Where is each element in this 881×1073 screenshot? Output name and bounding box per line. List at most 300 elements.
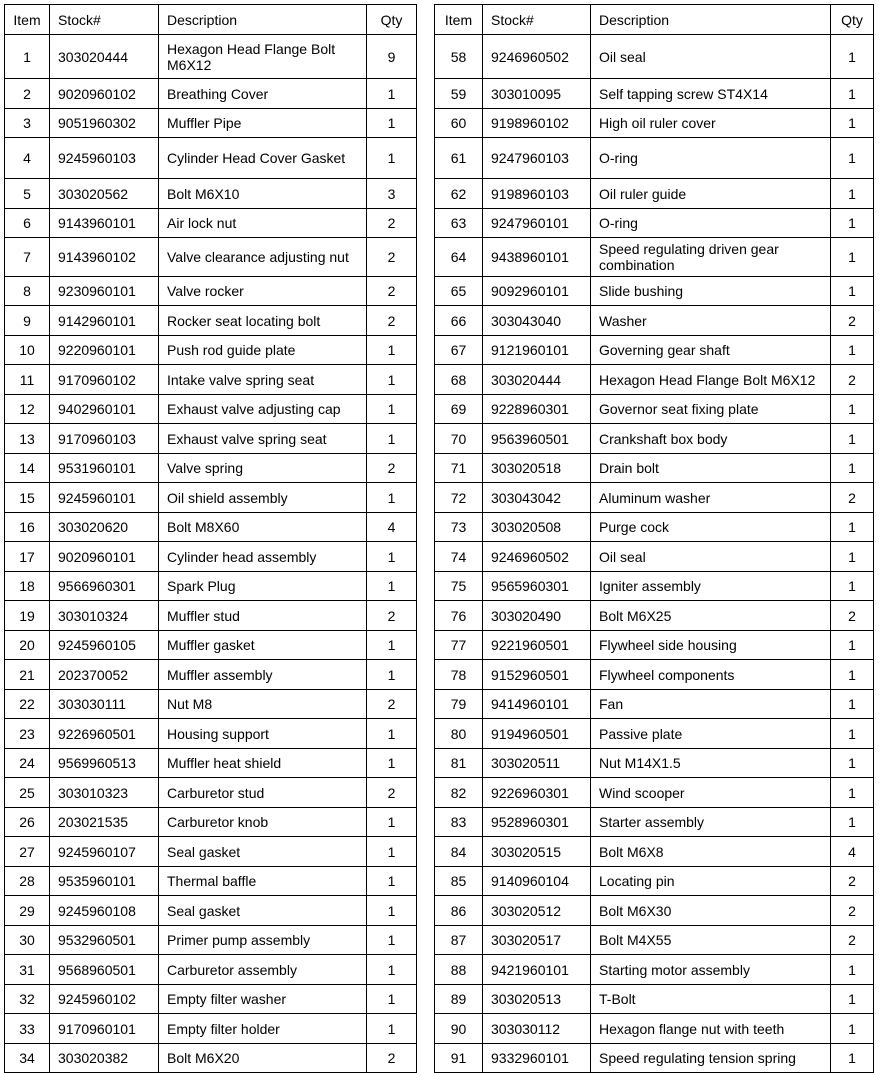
cell-description: Drain bolt [591,454,831,483]
cell-qty: 9 [367,35,417,79]
cell-item: 32 [5,985,50,1014]
cell-item: 79 [435,690,483,719]
cell-qty: 1 [831,690,874,719]
table-row [5,35,417,79]
cell-item: 72 [435,483,483,513]
cell-item: 8 [5,277,50,306]
cell-description: Muffler heat shield [159,749,367,778]
cell-qty: 2 [367,306,417,336]
cell-qty: 1 [831,424,874,454]
cell-description: Nut M8 [159,690,367,719]
cell-stock: 303010324 [50,601,159,631]
table-row [435,138,874,179]
cell-description: Speed regulating tension spring [591,1044,831,1073]
table-row [5,867,417,896]
table-row [5,79,417,109]
cell-description: O-ring [591,138,831,179]
cell-item: 80 [435,719,483,749]
cell-qty: 2 [367,601,417,631]
cell-description: Crankshaft box body [591,424,831,454]
cell-stock: 9566960301 [50,572,159,601]
cell-description: Valve rocker [159,277,367,306]
cell-stock: 9152960501 [483,660,591,690]
cell-qty: 1 [831,238,874,277]
table-row [5,837,417,867]
cell-item: 30 [5,926,50,955]
cell-item: 81 [435,749,483,778]
cell-item: 73 [435,513,483,542]
cell-stock: 9092960101 [483,277,591,306]
cell-item: 90 [435,1014,483,1044]
cell-description: Muffler assembly [159,660,367,690]
table-row [5,1044,417,1073]
cell-qty: 2 [367,238,417,277]
cell-stock: 9226960501 [50,719,159,749]
cell-stock: 9051960302 [50,109,159,138]
cell-description: Exhaust valve spring seat [159,424,367,454]
cell-item: 28 [5,867,50,896]
cell-stock: 9140960104 [483,867,591,896]
cell-stock: 303020511 [483,749,591,778]
header-qty: Qty [831,5,874,35]
cell-qty: 1 [367,926,417,955]
cell-qty: 1 [367,542,417,572]
cell-qty: 1 [367,1014,417,1044]
cell-stock: 303030112 [483,1014,591,1044]
cell-stock: 202370052 [50,660,159,690]
table-row [5,513,417,542]
cell-description: High oil ruler cover [591,109,831,138]
cell-item: 87 [435,926,483,955]
cell-description: Valve clearance adjusting nut [159,238,367,277]
table-row [435,660,874,690]
cell-stock: 9170960101 [50,1014,159,1044]
cell-item: 61 [435,138,483,179]
cell-stock: 9170960103 [50,424,159,454]
cell-stock: 303020517 [483,926,591,955]
cell-description: Oil seal [591,542,831,572]
cell-description: Speed regulating driven gear combination [591,238,831,277]
cell-qty: 1 [367,395,417,424]
cell-qty: 1 [367,867,417,896]
cell-description: Fan [591,690,831,719]
cell-stock: 9198960103 [483,179,591,209]
cell-stock: 9220960101 [50,336,159,365]
cell-qty: 1 [367,424,417,454]
cell-stock: 303020512 [483,896,591,926]
table-row [435,238,874,277]
cell-item: 86 [435,896,483,926]
table-row [5,926,417,955]
table-row [435,277,874,306]
cell-item: 20 [5,631,50,660]
cell-description: Starter assembly [591,808,831,837]
table-row [5,365,417,395]
cell-stock: 9535960101 [50,867,159,896]
cell-item: 22 [5,690,50,719]
cell-qty: 1 [367,808,417,837]
cell-description: Starting motor assembly [591,955,831,985]
cell-description: Locating pin [591,867,831,896]
cell-description: Aluminum washer [591,483,831,513]
cell-item: 76 [435,601,483,631]
cell-qty: 1 [367,719,417,749]
cell-item: 71 [435,454,483,483]
table-row [5,808,417,837]
cell-stock: 9532960501 [50,926,159,955]
cell-item: 31 [5,955,50,985]
cell-item: 19 [5,601,50,631]
cell-qty: 1 [367,837,417,867]
cell-description: Self tapping screw ST4X14 [591,79,831,109]
cell-item: 7 [5,238,50,277]
cell-qty: 1 [831,955,874,985]
table-row [5,483,417,513]
cell-description: Cylinder head assembly [159,542,367,572]
table-row [435,179,874,209]
cell-item: 67 [435,336,483,365]
cell-description: Air lock nut [159,209,367,238]
table-row [435,808,874,837]
cell-item: 59 [435,79,483,109]
cell-qty: 2 [367,209,417,238]
table-row [5,1014,417,1044]
cell-qty: 1 [367,749,417,778]
table-row [5,238,417,277]
cell-qty: 2 [831,365,874,395]
cell-item: 27 [5,837,50,867]
cell-item: 69 [435,395,483,424]
cell-stock: 9402960101 [50,395,159,424]
cell-item: 15 [5,483,50,513]
cell-description: Muffler stud [159,601,367,631]
cell-item: 88 [435,955,483,985]
cell-qty: 4 [367,513,417,542]
cell-stock: 9438960101 [483,238,591,277]
cell-stock: 9565960301 [483,572,591,601]
cell-qty: 2 [367,454,417,483]
table-row [435,985,874,1014]
table-row [5,572,417,601]
cell-description: Passive plate [591,719,831,749]
cell-item: 85 [435,867,483,896]
cell-qty: 1 [367,79,417,109]
table-row [435,336,874,365]
cell-stock: 303020620 [50,513,159,542]
table-row [435,778,874,808]
cell-qty: 1 [831,572,874,601]
cell-qty: 1 [831,985,874,1014]
cell-description: Breathing Cover [159,79,367,109]
table-row [5,542,417,572]
cell-qty: 1 [831,749,874,778]
cell-item: 17 [5,542,50,572]
cell-stock: 9226960301 [483,778,591,808]
cell-description: Bolt M8X60 [159,513,367,542]
cell-stock: 9143960101 [50,209,159,238]
cell-description: Hexagon Head Flange Bolt M6X12 [591,365,831,395]
table-row [5,985,417,1014]
table-row [435,719,874,749]
cell-qty: 1 [367,572,417,601]
cell-qty: 1 [831,808,874,837]
cell-item: 75 [435,572,483,601]
cell-item: 64 [435,238,483,277]
cell-stock: 9228960301 [483,395,591,424]
cell-item: 24 [5,749,50,778]
cell-description: Hexagon Head Flange Bolt M6X12 [159,35,367,79]
cell-qty: 1 [367,631,417,660]
header-item: Item [435,5,483,35]
cell-item: 84 [435,837,483,867]
table-row [5,306,417,336]
cell-item: 5 [5,179,50,209]
cell-qty: 1 [367,955,417,985]
cell-item: 33 [5,1014,50,1044]
table-row [435,1014,874,1044]
cell-description: Oil shield assembly [159,483,367,513]
cell-description: Wind scooper [591,778,831,808]
cell-item: 58 [435,35,483,79]
cell-stock: 303020518 [483,454,591,483]
cell-stock: 303020515 [483,837,591,867]
cell-description: Flywheel side housing [591,631,831,660]
cell-stock: 9568960501 [50,955,159,985]
cell-item: 83 [435,808,483,837]
header-qty: Qty [367,5,417,35]
table-row [435,867,874,896]
cell-qty: 1 [831,719,874,749]
table-row [435,35,874,79]
cell-stock: 303043042 [483,483,591,513]
cell-item: 23 [5,719,50,749]
header-stock: Stock# [483,5,591,35]
table-row [435,955,874,985]
cell-item: 9 [5,306,50,336]
cell-qty: 2 [367,1044,417,1073]
cell-stock: 9198960102 [483,109,591,138]
table-row [435,601,874,631]
cell-qty: 1 [831,138,874,179]
cell-qty: 1 [831,778,874,808]
cell-stock: 9563960501 [483,424,591,454]
table-row [435,79,874,109]
cell-item: 77 [435,631,483,660]
cell-stock: 303020444 [483,365,591,395]
cell-description: Primer pump assembly [159,926,367,955]
cell-qty: 1 [831,1044,874,1073]
table-row [5,896,417,926]
header-description: Description [591,5,831,35]
cell-qty: 2 [831,896,874,926]
cell-description: Bolt M6X20 [159,1044,367,1073]
cell-stock: 203021535 [50,808,159,837]
cell-stock: 9247960103 [483,138,591,179]
cell-item: 60 [435,109,483,138]
cell-stock: 9421960101 [483,955,591,985]
cell-description: Cylinder Head Cover Gasket [159,138,367,179]
cell-item: 89 [435,985,483,1014]
cell-description: Carburetor stud [159,778,367,808]
table-row [5,277,417,306]
cell-item: 14 [5,454,50,483]
cell-stock: 9121960101 [483,336,591,365]
table-row [5,395,417,424]
cell-stock: 303020490 [483,601,591,631]
cell-stock: 9528960301 [483,808,591,837]
cell-item: 34 [5,1044,50,1073]
cell-stock: 9221960501 [483,631,591,660]
cell-stock: 9230960101 [50,277,159,306]
cell-qty: 1 [831,513,874,542]
table-row [5,660,417,690]
cell-description: Governing gear shaft [591,336,831,365]
cell-stock: 9020960102 [50,79,159,109]
cell-stock: 9245960101 [50,483,159,513]
parts-table-left [4,4,417,1073]
table-row [5,955,417,985]
cell-stock: 303020444 [50,35,159,79]
cell-stock: 9020960101 [50,542,159,572]
cell-description: Carburetor knob [159,808,367,837]
table-row [5,138,417,179]
cell-description: Exhaust valve adjusting cap [159,395,367,424]
table-row [435,690,874,719]
cell-description: Oil seal [591,35,831,79]
cell-stock: 9245960103 [50,138,159,179]
table-header-row [435,5,874,35]
table-row [435,109,874,138]
table-row [435,513,874,542]
cell-qty: 1 [831,454,874,483]
cell-description: Rocker seat locating bolt [159,306,367,336]
cell-stock: 9332960101 [483,1044,591,1073]
cell-qty: 2 [367,277,417,306]
header-stock: Stock# [50,5,159,35]
cell-qty: 1 [831,109,874,138]
cell-stock: 9246960502 [483,35,591,79]
table-row [435,896,874,926]
cell-stock: 9245960102 [50,985,159,1014]
cell-qty: 1 [831,395,874,424]
parts-table-right [434,4,874,1073]
table-row [5,209,417,238]
cell-description: Bolt M6X30 [591,896,831,926]
table-row [5,778,417,808]
header-description: Description [159,5,367,35]
cell-qty: 3 [367,179,417,209]
cell-stock: 303010095 [483,79,591,109]
cell-description: Empty filter holder [159,1014,367,1044]
cell-qty: 2 [831,601,874,631]
cell-item: 13 [5,424,50,454]
cell-stock: 9143960102 [50,238,159,277]
cell-stock: 303020508 [483,513,591,542]
cell-stock: 9142960101 [50,306,159,336]
cell-item: 1 [5,35,50,79]
cell-item: 74 [435,542,483,572]
cell-item: 12 [5,395,50,424]
cell-qty: 1 [367,336,417,365]
table-row [5,454,417,483]
cell-description: Housing support [159,719,367,749]
table-row [435,365,874,395]
cell-qty: 2 [367,778,417,808]
cell-qty: 1 [367,985,417,1014]
cell-item: 2 [5,79,50,109]
table-row [5,336,417,365]
cell-stock: 9531960101 [50,454,159,483]
cell-description: Nut M14X1.5 [591,749,831,778]
cell-qty: 4 [831,837,874,867]
cell-item: 11 [5,365,50,395]
table-row [435,395,874,424]
cell-item: 18 [5,572,50,601]
table-row [5,719,417,749]
cell-qty: 1 [831,542,874,572]
cell-description: Intake valve spring seat [159,365,367,395]
cell-qty: 1 [831,35,874,79]
cell-stock: 303020513 [483,985,591,1014]
cell-qty: 2 [831,926,874,955]
table-row [435,749,874,778]
cell-item: 82 [435,778,483,808]
cell-qty: 1 [367,109,417,138]
cell-stock: 9194960501 [483,719,591,749]
cell-item: 10 [5,336,50,365]
cell-description: Oil ruler guide [591,179,831,209]
table-row [435,454,874,483]
table-row [5,631,417,660]
cell-stock: 9414960101 [483,690,591,719]
cell-description: Carburetor assembly [159,955,367,985]
table-row [435,572,874,601]
table-row [435,837,874,867]
cell-qty: 1 [367,483,417,513]
cell-stock: 9247960101 [483,209,591,238]
cell-item: 6 [5,209,50,238]
cell-qty: 1 [831,1014,874,1044]
cell-qty: 1 [831,277,874,306]
cell-description: Bolt M6X8 [591,837,831,867]
cell-description: Hexagon flange nut with teeth [591,1014,831,1044]
cell-description: Empty filter washer [159,985,367,1014]
cell-qty: 2 [831,483,874,513]
cell-description: Governor seat fixing plate [591,395,831,424]
table-row [435,483,874,513]
cell-item: 78 [435,660,483,690]
cell-description: Bolt M4X55 [591,926,831,955]
cell-description: Muffler gasket [159,631,367,660]
cell-item: 62 [435,179,483,209]
table-row [435,542,874,572]
table-row [435,631,874,660]
cell-item: 25 [5,778,50,808]
cell-description: O-ring [591,209,831,238]
cell-item: 3 [5,109,50,138]
cell-item: 21 [5,660,50,690]
table-header-row [5,5,417,35]
cell-item: 68 [435,365,483,395]
cell-description: Seal gasket [159,896,367,926]
table-row [5,749,417,778]
cell-description: Purge cock [591,513,831,542]
cell-description: Slide bushing [591,277,831,306]
table-row [5,109,417,138]
cell-qty: 2 [831,867,874,896]
cell-qty: 1 [831,631,874,660]
cell-description: Flywheel components [591,660,831,690]
